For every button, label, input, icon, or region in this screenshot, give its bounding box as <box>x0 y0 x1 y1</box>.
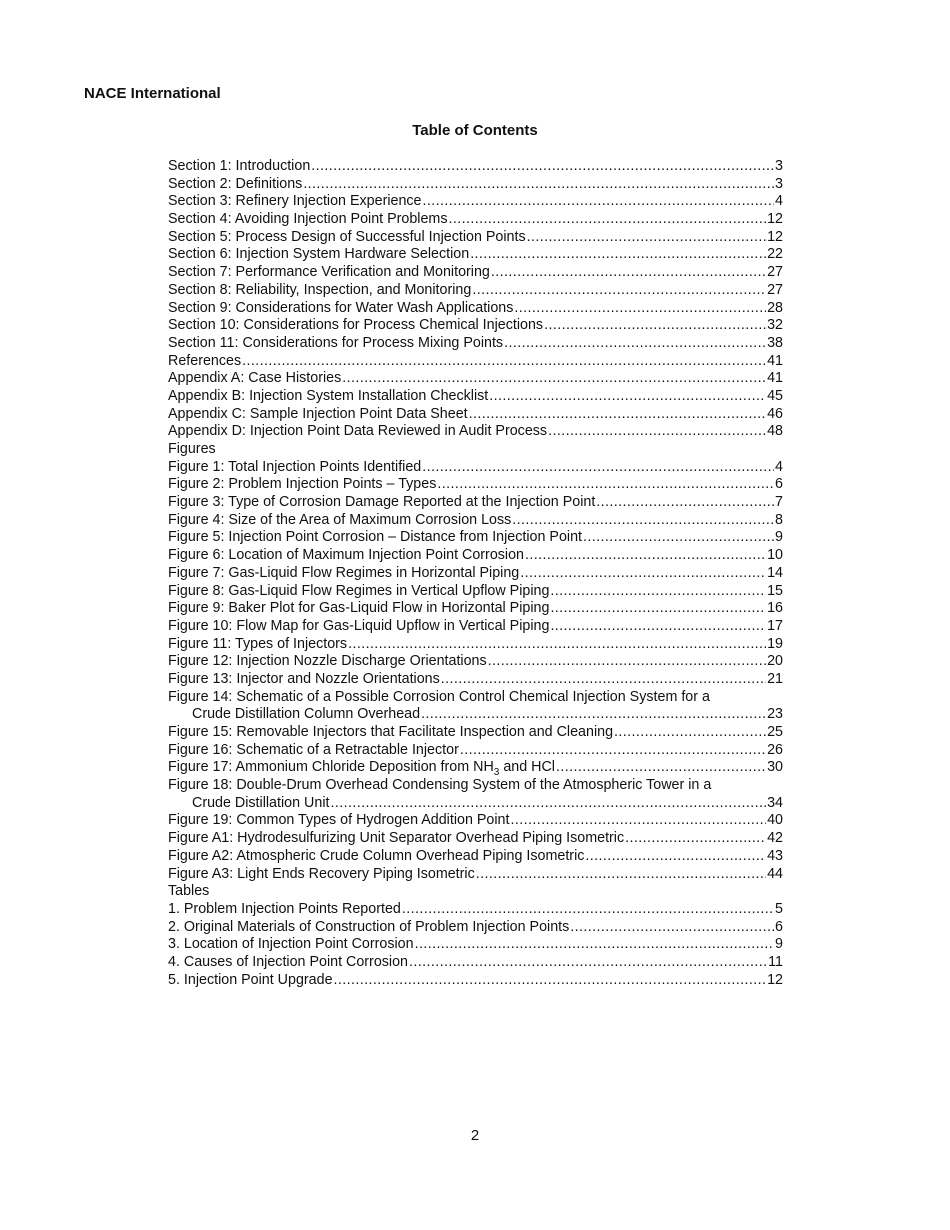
toc-entry-label: Figure 12: Injection Nozzle Discharge Orientations <box>168 653 487 670</box>
toc-entry <box>168 901 783 919</box>
toc-entry <box>168 317 783 335</box>
toc-entry <box>168 583 783 601</box>
organization-header: NACE International <box>84 85 221 102</box>
toc-entry-page: 7 <box>775 494 783 511</box>
toc-entry <box>168 246 783 264</box>
dot-leader <box>402 901 774 919</box>
toc-entry-page: 43 <box>767 847 783 864</box>
toc-entry-label: Figure A2: Atmospheric Crude Column Overhead Piping Isometric <box>168 847 585 864</box>
toc-entry <box>168 494 783 512</box>
toc-entry-page: 6 <box>775 918 783 935</box>
toc-entry-first-line-label: Figure 18: Double-Drum Overhead Condensing System of the Atmospheric Tower in a <box>168 777 712 794</box>
toc-entry <box>168 919 783 937</box>
toc-entry-first-line <box>168 777 783 795</box>
toc-entry-label: Figure 13: Injector and Nozzle Orientations <box>168 670 440 687</box>
toc-entry-page: 27 <box>767 264 783 281</box>
dot-leader <box>504 335 766 353</box>
toc-entry <box>168 653 783 671</box>
figures-heading-label: Figures <box>168 441 216 457</box>
toc-entry-label: Section 3: Refinery Injection Experience <box>168 193 422 210</box>
toc-entry <box>168 848 783 866</box>
toc-entry-first-line <box>168 689 783 707</box>
toc-entry <box>168 158 783 176</box>
toc-entry-page: 8 <box>775 511 783 528</box>
toc-entry <box>168 759 783 777</box>
dot-leader <box>614 724 766 742</box>
toc-entry <box>168 300 783 318</box>
toc-entry-page: 40 <box>767 812 783 829</box>
toc-entry-label: Figure A1: Hydrodesulfurizing Unit Separator Overhead Piping Isometric <box>168 830 625 847</box>
toc-entry-page: 20 <box>767 653 783 670</box>
toc-entry-label: Figure 1: Total Injection Points Identified <box>168 458 422 475</box>
toc-entry-page: 46 <box>767 405 783 422</box>
toc-entry-page: 42 <box>767 830 783 847</box>
figures-heading <box>168 441 783 459</box>
toc-entry-label: Section 1: Introduction <box>168 158 311 174</box>
toc-entry <box>168 459 783 477</box>
toc-entry-label: Section 4: Avoiding Injection Point Problems <box>168 211 448 228</box>
dot-leader <box>242 353 766 371</box>
toc-entry-label: Section 5: Process Design of Successful Injection Points <box>168 228 526 245</box>
dot-leader <box>476 866 766 884</box>
dot-leader <box>311 158 774 176</box>
toc-entry <box>168 264 783 282</box>
toc-entry-page: 26 <box>767 741 783 758</box>
dot-leader <box>423 193 775 211</box>
toc-entry-page: 6 <box>775 476 783 493</box>
dot-leader <box>525 547 766 565</box>
toc-entry <box>168 423 783 441</box>
toc-entry-label: Figure 8: Gas-Liquid Flow Regimes in Vertical Upflow Piping <box>168 582 550 599</box>
dot-leader <box>342 370 766 388</box>
toc-entry-label: Figure 9: Baker Plot for Gas-Liquid Flow in Horizontal Piping <box>168 600 550 617</box>
toc-entry <box>168 547 783 565</box>
dot-leader <box>348 636 766 654</box>
toc-entry-page: 12 <box>767 211 783 228</box>
toc-entry <box>168 600 783 618</box>
toc-entry-page: 19 <box>767 635 783 652</box>
toc-entry-page: 17 <box>767 617 783 634</box>
toc-entry-label: References <box>168 352 242 369</box>
dot-leader <box>422 459 774 477</box>
toc-entry-page: 5 <box>775 900 783 917</box>
toc-entry-page: 4 <box>775 193 783 210</box>
toc-entry <box>168 476 783 494</box>
dot-leader <box>303 176 774 194</box>
toc-entry-page: 12 <box>767 971 783 988</box>
dot-leader <box>469 406 766 424</box>
toc-entry-page: 45 <box>767 387 783 404</box>
toc-entry <box>168 229 783 247</box>
dot-leader <box>488 653 766 671</box>
toc-entry <box>168 830 783 848</box>
toc-entry-page: 9 <box>775 936 783 953</box>
dot-leader <box>491 264 766 282</box>
dot-leader <box>512 512 774 530</box>
toc-entry-label: Appendix D: Injection Point Data Reviewed in Audit Process <box>168 423 548 440</box>
dot-leader <box>550 600 766 618</box>
toc-entry <box>168 671 783 689</box>
dot-leader <box>570 919 774 937</box>
dot-leader <box>585 848 766 866</box>
tables-heading-label: Tables <box>168 883 210 900</box>
table-of-contents <box>168 158 783 989</box>
toc-entry-label-tail: and HCl <box>499 759 555 776</box>
toc-entry-page: 30 <box>767 759 783 776</box>
toc-entry-label: Figure 11: Types of Injectors <box>168 635 348 652</box>
subscript: 3 <box>493 767 500 779</box>
toc-entry-label: Figure 5: Injection Point Corrosion – Distance from Injection Point <box>168 529 583 546</box>
toc-entry-label: Crude Distillation Column Overhead <box>192 706 421 723</box>
toc-entry-page: 3 <box>775 175 783 192</box>
dot-leader <box>415 936 774 954</box>
toc-entry-page: 44 <box>767 865 783 882</box>
toc-entry <box>168 370 783 388</box>
dot-leader <box>510 812 766 830</box>
dot-leader <box>548 423 766 441</box>
dot-leader <box>556 759 766 777</box>
toc-entry-label: Appendix C: Sample Injection Point Data Sheet <box>168 405 468 422</box>
toc-entry <box>168 936 783 954</box>
toc-entry-label: Section 10: Considerations for Process Chemical Injections <box>168 317 544 334</box>
dot-leader <box>421 706 766 724</box>
tables-heading <box>168 883 783 901</box>
toc-entry-label: 2. Original Materials of Construction of Problem Injection Points <box>168 918 570 935</box>
toc-entry-label: Figure 15: Removable Injectors that Facilitate Inspection and Cleaning <box>168 724 614 740</box>
toc-entry-label: Section 9: Considerations for Water Wash Applications <box>168 299 514 316</box>
toc-entry-page: 3 <box>775 158 783 174</box>
toc-entry-page: 32 <box>767 317 783 334</box>
toc-entry <box>168 335 783 353</box>
dot-leader <box>527 229 766 247</box>
toc-entry-label: 5. Injection Point Upgrade <box>168 971 333 988</box>
toc-entry <box>168 954 783 972</box>
toc-entry <box>168 353 783 371</box>
dot-leader <box>472 282 766 300</box>
toc-entry-page: 22 <box>767 246 783 263</box>
toc-entry-label: Figure 10: Flow Map for Gas-Liquid Upflow in Vertical Piping <box>168 617 550 634</box>
toc-entry-page: 25 <box>767 724 783 740</box>
toc-entry-page: 4 <box>775 458 783 475</box>
toc-entry-page: 41 <box>767 352 783 369</box>
dot-leader <box>514 300 766 318</box>
toc-entry <box>168 406 783 424</box>
toc-entry-page: 14 <box>767 564 783 581</box>
toc-entry-label: Appendix A: Case Histories <box>168 370 342 387</box>
toc-entry <box>168 193 783 211</box>
toc-entry <box>168 636 783 654</box>
toc-entry-label: Figure 7: Gas-Liquid Flow Regimes in Horizontal Piping <box>168 564 520 581</box>
dot-leader <box>437 476 774 494</box>
toc-entry-label: Section 2: Definitions <box>168 175 303 192</box>
toc-entry-label: 4. Causes of Injection Point Corrosion <box>168 953 408 970</box>
toc-entry-page: 16 <box>767 600 783 617</box>
dot-leader <box>489 388 766 406</box>
toc-entry <box>168 565 783 583</box>
toc-entry <box>168 512 783 530</box>
toc-entry-page: 28 <box>767 299 783 316</box>
dot-leader <box>625 830 766 848</box>
toc-entry <box>168 706 783 724</box>
toc-entry-label: Appendix B: Injection System Installation Checklist <box>168 387 489 404</box>
toc-entry-page: 10 <box>767 547 783 564</box>
toc-entry-page: 9 <box>775 529 783 546</box>
toc-entry-label: 3. Location of Injection Point Corrosion <box>168 936 414 953</box>
dot-leader <box>583 529 774 547</box>
toc-entry-page: 23 <box>767 706 783 723</box>
dot-leader <box>550 618 766 636</box>
toc-entry <box>168 282 783 300</box>
toc-entry-page: 21 <box>767 670 783 687</box>
page-title: Table of Contents <box>412 122 538 139</box>
toc-entry <box>168 812 783 830</box>
toc-entry-label: 1. Problem Injection Points Reported <box>168 900 401 917</box>
toc-entry-page: 11 <box>768 953 783 970</box>
toc-entry <box>168 972 783 990</box>
toc-entry-label: Section 8: Reliability, Inspection, and Monitoring <box>168 281 472 298</box>
toc-entry-label: Section 7: Performance Verification and Monitoring <box>168 264 490 281</box>
dot-leader <box>544 317 766 335</box>
toc-entry <box>168 724 783 742</box>
toc-entry-page: 12 <box>767 228 783 245</box>
dot-leader <box>334 972 767 990</box>
toc-entry-first-line-label: Figure 14: Schematic of a Possible Corrosion Control Chemical Injection System for a <box>168 688 710 705</box>
dot-leader <box>409 954 767 972</box>
page-number: 2 <box>470 1127 480 1144</box>
toc-entry-page: 41 <box>767 370 783 387</box>
toc-entry-page: 34 <box>767 794 783 811</box>
dot-leader <box>441 671 766 689</box>
dot-leader <box>550 583 766 601</box>
toc-entry-page: 38 <box>767 334 783 351</box>
toc-entry <box>168 529 783 547</box>
dot-leader <box>470 246 766 264</box>
toc-entry-label: Figure 2: Problem Injection Points – Types <box>168 476 437 493</box>
toc-entry-label: Figure 19: Common Types of Hydrogen Addition Point <box>168 812 510 829</box>
toc-entry-label: Figure 16: Schematic of a Retractable Injector <box>168 741 459 758</box>
dot-leader <box>460 742 766 760</box>
dot-leader <box>449 211 767 229</box>
toc-entry-page: 15 <box>767 582 783 599</box>
toc-entry <box>168 742 783 760</box>
dot-leader <box>596 494 774 512</box>
toc-entry <box>168 866 783 884</box>
toc-entry <box>168 618 783 636</box>
toc-entry-label: Crude Distillation Unit <box>192 794 330 811</box>
dot-leader <box>330 795 766 813</box>
toc-entry-label: Figure 6: Location of Maximum Injection Point Corrosion <box>168 547 524 564</box>
toc-entry-label: Section 6: Injection System Hardware Selection <box>168 246 470 263</box>
toc-entry <box>168 211 783 229</box>
toc-entry-label-text: Figure 17: Ammonium Chloride Deposition from NH <box>168 759 494 776</box>
toc-entry-label: Figure 4: Size of the Area of Maximum Corrosion Loss <box>168 511 512 528</box>
dot-leader <box>520 565 766 583</box>
toc-entry <box>168 795 783 813</box>
toc-entry-label: Section 11: Considerations for Process Mixing Points <box>168 334 504 351</box>
toc-entry-page: 48 <box>767 423 783 440</box>
toc-entry <box>168 176 783 194</box>
toc-entry-label: Figure 3: Type of Corrosion Damage Reported at the Injection Point <box>168 494 596 511</box>
toc-entry-page: 27 <box>767 281 783 298</box>
toc-entry-label <box>168 759 555 777</box>
toc-entry <box>168 388 783 406</box>
toc-entry-label: Figure A3: Light Ends Recovery Piping Isometric <box>168 865 475 882</box>
